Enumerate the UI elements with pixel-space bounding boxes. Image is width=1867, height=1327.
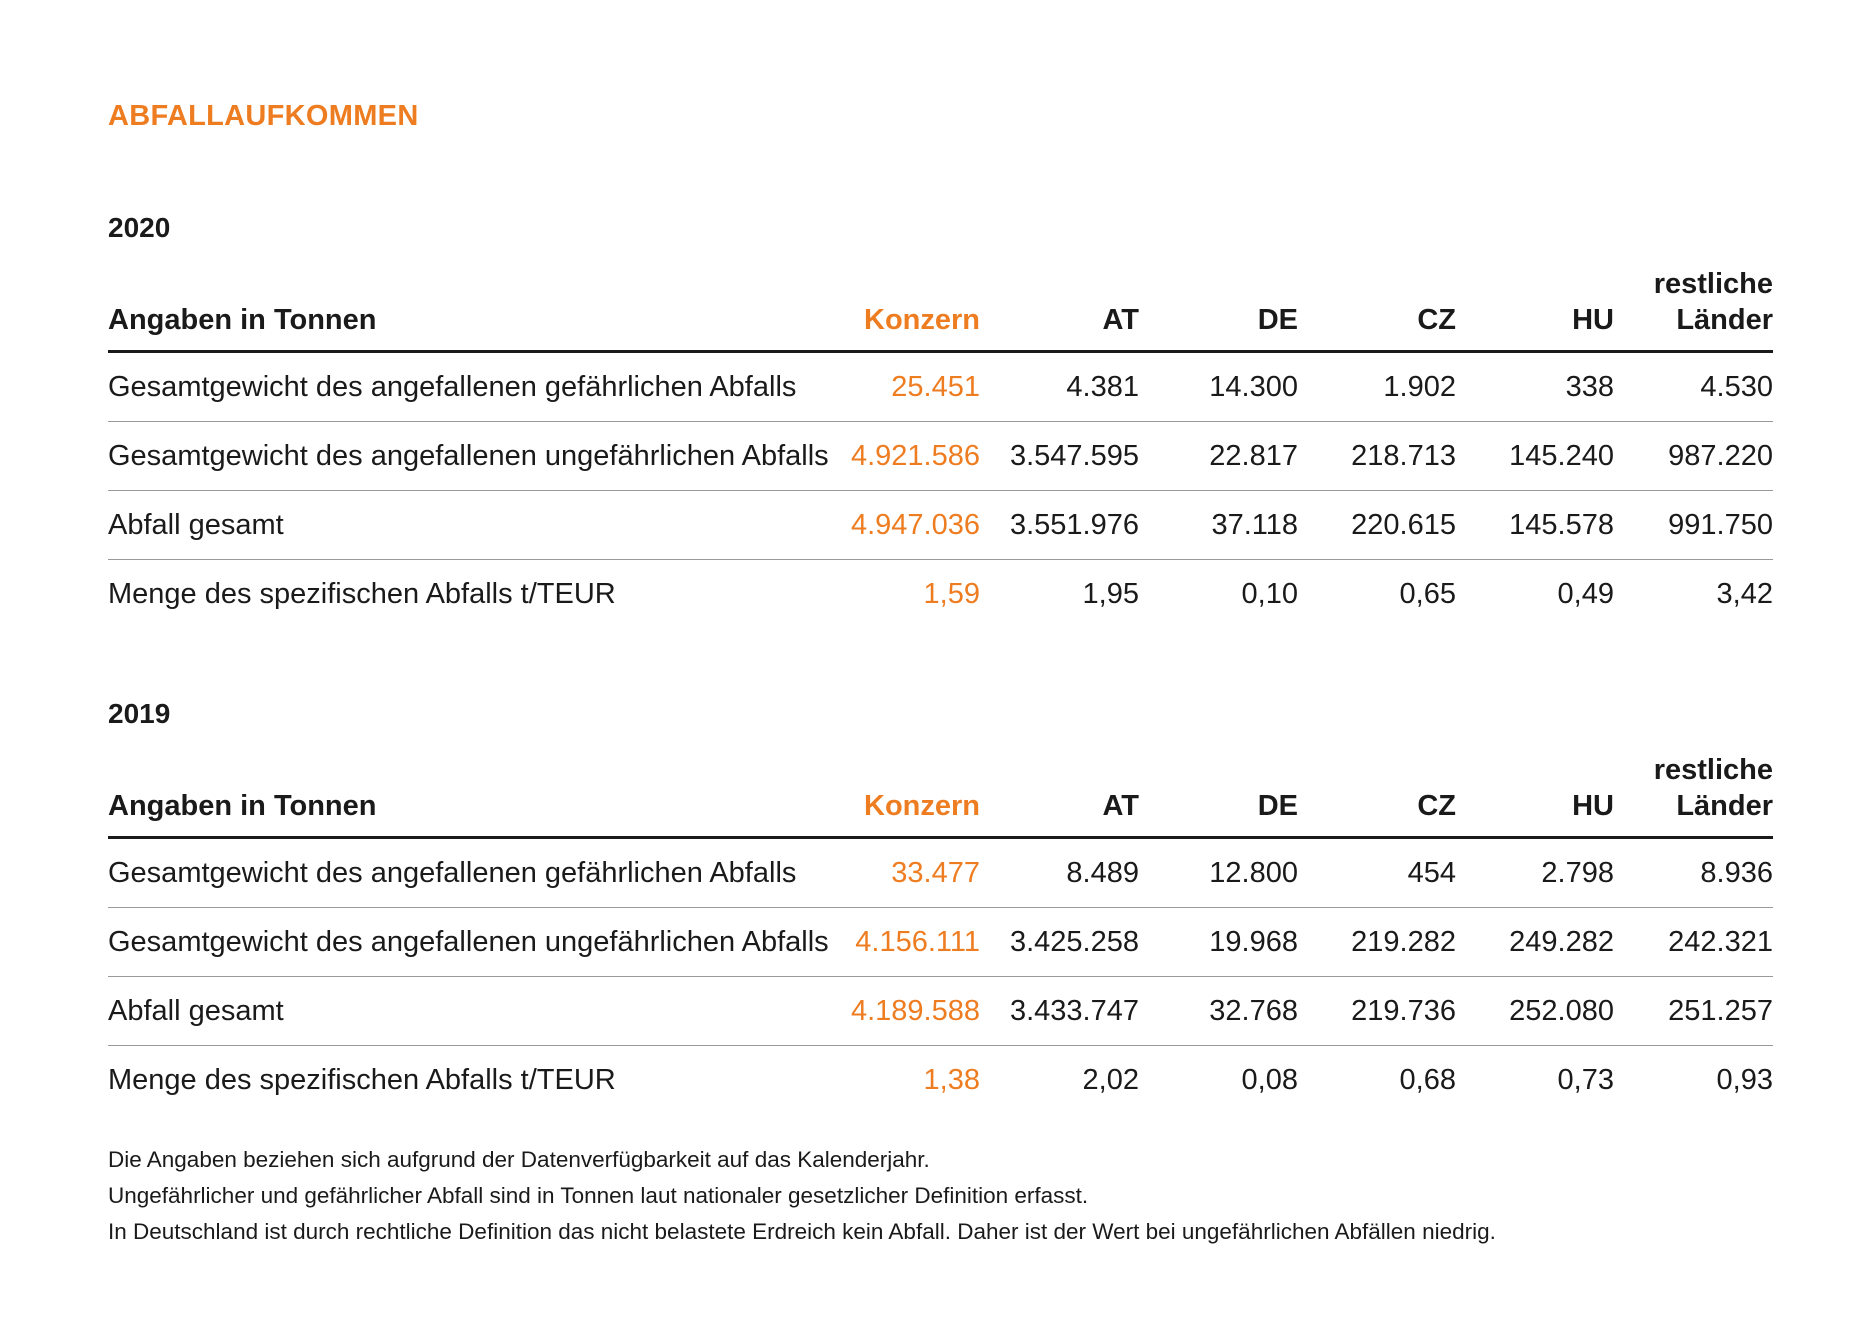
column-header-label: Angaben in Tonnen <box>108 266 830 352</box>
cell-cz: 0,68 <box>1399 1063 1456 1096</box>
table-row <box>108 977 1773 1046</box>
cell-hu: 338 <box>1456 352 1614 422</box>
footnote: In Deutschland ist durch rechtliche Definition das nicht belastete Erdreich kein Abfall. Daher ist der Wert bei ungefährlichen Abfällen niedrig. <box>108 1219 1496 1244</box>
cell-hu: 0,73 <box>1557 1063 1614 1096</box>
cell-konzern: 4.947.036 <box>830 491 980 560</box>
cell-de: 14.300 <box>1139 352 1298 422</box>
cell-cz: 219.736 <box>1298 977 1456 1046</box>
table-row <box>108 908 1773 977</box>
column-header-hu: HU <box>1456 752 1614 838</box>
cell-hu: 249.282 <box>1456 908 1614 977</box>
cell-cz: 218.713 <box>1298 422 1456 491</box>
table-header-row <box>108 266 1773 352</box>
row-label: Gesamtgewicht des angefallenen ungefährlichen Abfalls <box>108 908 830 977</box>
column-header-cz: CZ <box>1298 266 1456 352</box>
cell-at: 4.381 <box>980 352 1139 422</box>
year-heading: 2020 <box>108 212 171 243</box>
column-header-konzern: Konzern <box>830 752 980 838</box>
section-2020 <box>108 210 1773 628</box>
column-header-cz: CZ <box>1298 752 1456 838</box>
cell-cz: 0,65 <box>1399 577 1456 610</box>
cell-at: 3.425.258 <box>980 908 1139 977</box>
cell-de: 19.968 <box>1139 908 1298 977</box>
column-header-at: AT <box>980 752 1139 838</box>
cell-rest: 987.220 <box>1614 422 1773 491</box>
cell-de: 22.817 <box>1139 422 1298 491</box>
cell-at: 1,95 <box>1082 577 1139 610</box>
cell-rest: 0,93 <box>1716 1063 1773 1096</box>
waste-table-2019 <box>108 752 1773 1114</box>
cell-cz: 454 <box>1298 838 1456 908</box>
row-label: Abfall gesamt <box>108 977 830 1046</box>
cell-de: 12.800 <box>1139 838 1298 908</box>
cell-at: 3.551.976 <box>980 491 1139 560</box>
cell-konzern: 1,38 <box>923 1063 980 1096</box>
cell-konzern: 4.189.588 <box>830 977 980 1046</box>
cell-at: 3.433.747 <box>980 977 1139 1046</box>
column-header-at: AT <box>980 266 1139 352</box>
cell-hu: 145.240 <box>1456 422 1614 491</box>
row-label: Gesamtgewicht des angefallenen gefährlichen Abfalls <box>108 352 830 422</box>
row-label: Gesamtgewicht des angefallenen ungefährlichen Abfalls <box>108 422 830 491</box>
cell-de: 37.118 <box>1139 491 1298 560</box>
cell-at: 3.547.595 <box>980 422 1139 491</box>
table-row <box>108 491 1773 560</box>
cell-rest: 242.321 <box>1614 908 1773 977</box>
year-heading: 2019 <box>108 698 171 729</box>
column-header-rest-line1: restliche <box>1653 754 1773 786</box>
cell-de: 0,08 <box>1241 1063 1298 1096</box>
cell-rest: 4.530 <box>1614 352 1773 422</box>
cell-rest: 991.750 <box>1614 491 1773 560</box>
cell-cz: 1.902 <box>1298 352 1456 422</box>
table-row <box>108 1046 1773 1115</box>
cell-hu: 2.798 <box>1456 838 1614 908</box>
cell-hu: 145.578 <box>1456 491 1614 560</box>
cell-hu: 252.080 <box>1456 977 1614 1046</box>
row-label: Abfall gesamt <box>108 491 830 560</box>
column-header-label: Angaben in Tonnen <box>108 752 830 838</box>
table-row <box>108 838 1773 908</box>
table-row <box>108 352 1773 422</box>
column-header-de: DE <box>1139 752 1298 838</box>
cell-konzern: 33.477 <box>830 838 980 908</box>
cell-de: 32.768 <box>1139 977 1298 1046</box>
column-header-rest-line2: Länder <box>1676 304 1773 336</box>
footnote: Ungefährlicher und gefährlicher Abfall sind in Tonnen laut nationaler gesetzlicher Definition erfasst. <box>108 1183 1089 1208</box>
column-header-konzern: Konzern <box>830 266 980 352</box>
footnote: Die Angaben beziehen sich aufgrund der Datenverfügbarkeit auf das Kalenderjahr. <box>108 1147 930 1172</box>
table-row <box>108 560 1773 629</box>
cell-de: 0,10 <box>1241 577 1298 610</box>
column-header-rest-line2: Länder <box>1676 790 1773 822</box>
cell-rest: 3,42 <box>1716 577 1773 610</box>
row-label: Gesamtgewicht des angefallenen gefährlichen Abfalls <box>108 838 830 908</box>
column-header-rest <box>1614 752 1773 838</box>
section-2019 <box>108 696 1773 1114</box>
cell-cz: 220.615 <box>1298 491 1456 560</box>
table-row <box>108 422 1773 491</box>
cell-rest: 251.257 <box>1614 977 1773 1046</box>
column-header-rest-line1: restliche <box>1653 268 1773 300</box>
row-label: Menge des spezifischen Abfalls t/TEUR <box>108 577 616 610</box>
cell-cz: 219.282 <box>1298 908 1456 977</box>
column-header-rest <box>1614 266 1773 352</box>
cell-konzern: 4.921.586 <box>830 422 980 491</box>
cell-rest: 8.936 <box>1614 838 1773 908</box>
column-header-de: DE <box>1139 266 1298 352</box>
page-title: ABFALLAUFKOMMEN <box>108 100 419 132</box>
cell-at: 8.489 <box>980 838 1139 908</box>
row-label: Menge des spezifischen Abfalls t/TEUR <box>108 1063 616 1096</box>
column-header-hu: HU <box>1456 266 1614 352</box>
cell-konzern: 25.451 <box>830 352 980 422</box>
cell-at: 2,02 <box>1082 1063 1139 1096</box>
footnotes <box>108 1142 1496 1250</box>
cell-konzern: 4.156.111 <box>830 908 980 977</box>
table-header-row <box>108 752 1773 838</box>
cell-hu: 0,49 <box>1557 577 1614 610</box>
cell-konzern: 1,59 <box>923 577 980 610</box>
waste-table-2020 <box>108 266 1773 628</box>
